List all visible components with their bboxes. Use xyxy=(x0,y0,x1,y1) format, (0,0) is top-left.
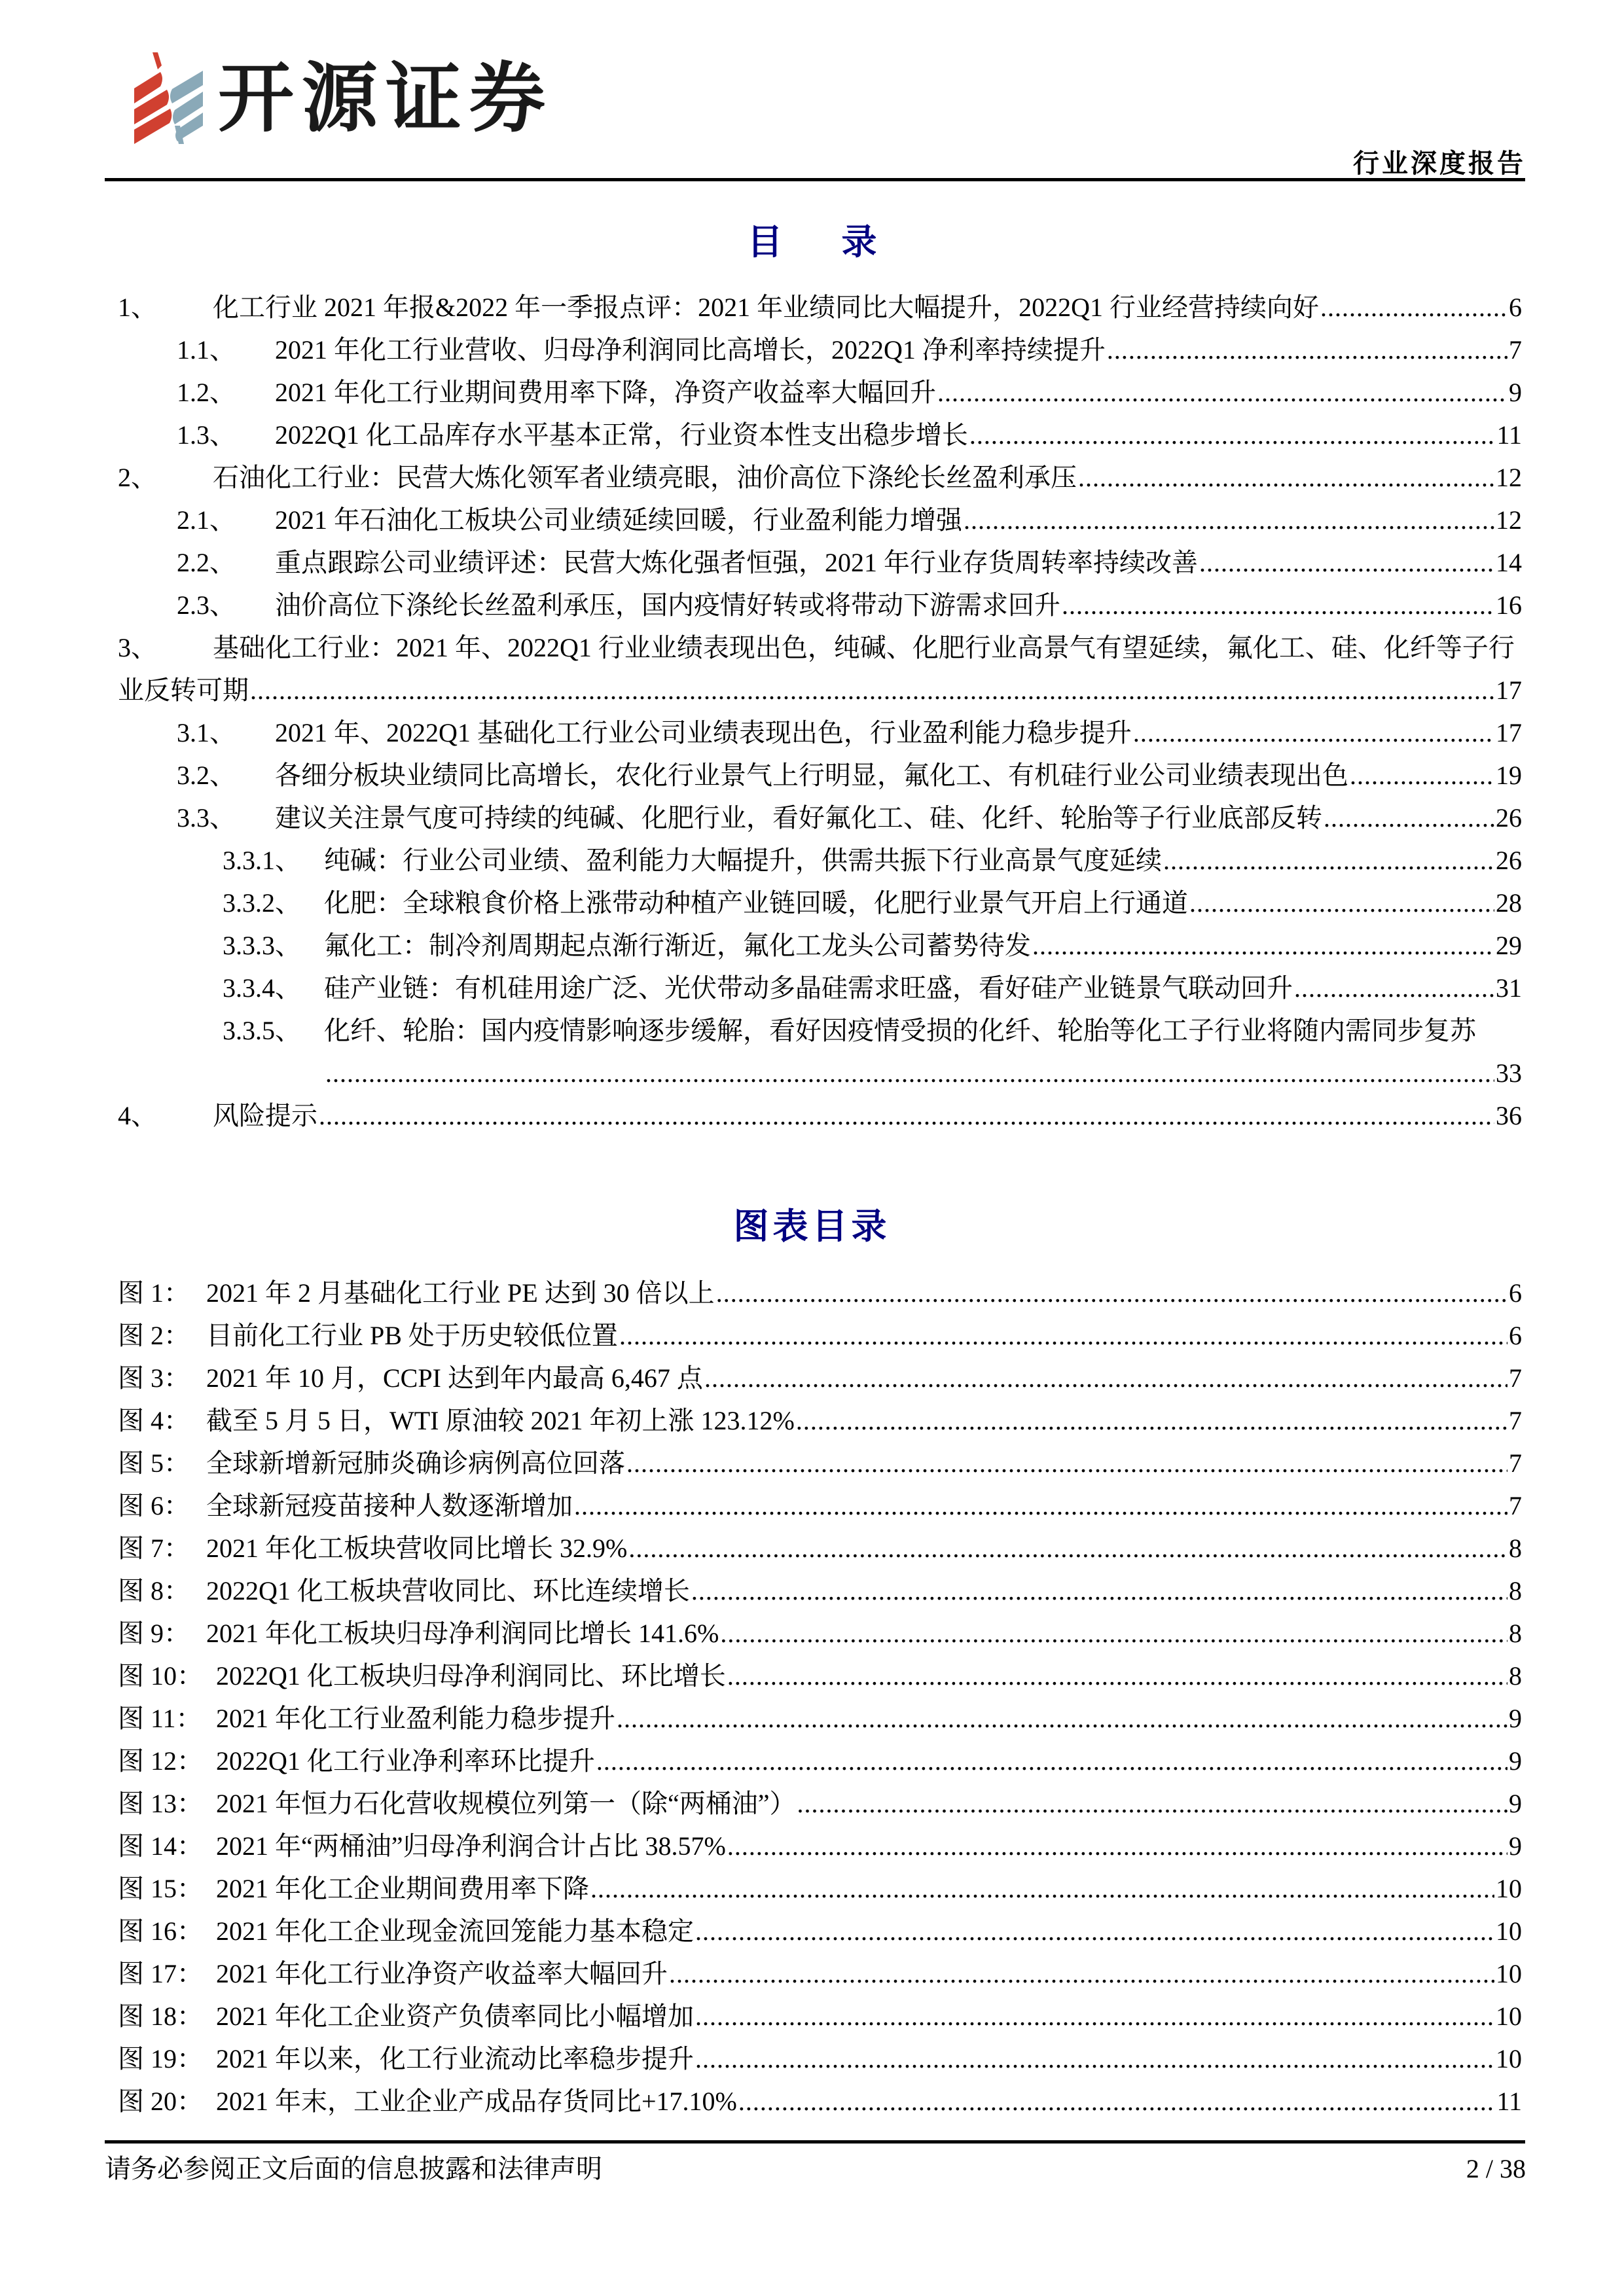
entry-number: 2、 xyxy=(118,463,157,492)
entry-page-number: 8 xyxy=(1509,1576,1522,1605)
entry-page-number: 17 xyxy=(1496,718,1522,747)
dot-leader xyxy=(695,2001,1494,2032)
dot-leader xyxy=(628,1533,1507,1564)
entry-title: 2021 年化工板块归母净利润同比增长 141.6% xyxy=(206,1619,719,1648)
logo-mark-icon xyxy=(134,52,206,144)
figure-entry[interactable] xyxy=(118,1831,1522,1862)
entry-number: 图 16： xyxy=(118,1916,203,1946)
entry-page-number: 7 xyxy=(1509,335,1522,365)
toc-entry[interactable] xyxy=(177,760,1522,791)
entry-title: 2021 年、2022Q1 基础化工行业公司业绩表现出色，行业盈利能力稳步提升 xyxy=(275,718,1132,747)
entry-page-number: 9 xyxy=(1509,1704,1522,1733)
dot-leader xyxy=(596,1746,1507,1777)
entry-number: 3.2、 xyxy=(177,761,236,790)
entry-number: 图 18： xyxy=(118,2001,203,2031)
entry-page-number: 8 xyxy=(1509,1534,1522,1563)
entry-page-number: 8 xyxy=(1509,1619,1522,1648)
toc-entry[interactable] xyxy=(177,505,1522,536)
entry-title: 2022Q1 化工行业净利率环比提升 xyxy=(216,1746,595,1776)
figure-entry[interactable] xyxy=(118,1363,1522,1394)
entry-number: 2.3、 xyxy=(177,590,236,620)
entry-page-number: 10 xyxy=(1496,1916,1522,1946)
entry-title: 2021 年化工行业期间费用率下降，净资产收益率大幅回升 xyxy=(275,378,936,407)
figure-entry[interactable] xyxy=(118,1618,1522,1649)
dot-leader xyxy=(1163,845,1494,876)
entry-page-number: 8 xyxy=(1509,1661,1522,1691)
figure-entry[interactable] xyxy=(118,1660,1522,1692)
dot-leader xyxy=(250,675,1494,706)
toc-entry[interactable] xyxy=(118,292,1522,323)
figure-entry[interactable] xyxy=(118,1746,1522,1777)
entry-number: 图 15： xyxy=(118,1874,203,1903)
entry-page-number: 9 xyxy=(1509,1746,1522,1776)
toc-entry[interactable] xyxy=(177,420,1522,451)
entry-number: 2.2、 xyxy=(177,548,236,577)
entry-title: 2021 年石油化工板块公司业绩延续回暖，行业盈利能力增强 xyxy=(275,505,962,535)
entry-number: 3.3.4、 xyxy=(223,973,301,1003)
entry-title: 2021 年化工企业现金流回笼能力基本稳定 xyxy=(216,1916,694,1946)
toc-entry[interactable] xyxy=(177,547,1522,579)
entry-title: 风险提示 xyxy=(213,1101,317,1130)
entry-number: 3、 xyxy=(118,633,157,662)
dot-leader xyxy=(1294,973,1494,1004)
toc-entry[interactable] xyxy=(177,590,1522,621)
entry-title: 各细分板块业绩同比高增长，农化行业景气上行明显，氟化工、有机硅行业公司业绩表现出色 xyxy=(275,761,1348,790)
dot-leader xyxy=(1350,760,1494,791)
toc-entry[interactable] xyxy=(223,1015,1476,1047)
dot-leader xyxy=(969,420,1496,451)
figure-entry[interactable] xyxy=(118,1788,1522,1820)
dot-leader xyxy=(574,1490,1507,1522)
entry-title: 2021 年恒力石化营收规模位列第一（除“两桶油”） xyxy=(216,1789,796,1818)
entry-title: 氟化工：制冷剂周期起点渐行渐近，氟化工龙头公司蓄势待发 xyxy=(324,931,1031,960)
entry-title: 2021 年化工企业资产负债率同比小幅增加 xyxy=(216,2001,694,2031)
entry-title: 2021 年化工行业营收、归母净利润同比高增长，2022Q1 净利率持续提升 xyxy=(275,335,1106,365)
toc-entry[interactable] xyxy=(118,632,1515,664)
entry-title: 石油化工行业：民营大炼化领军者业绩亮眼，油价高位下涤纶长丝盈利承压 xyxy=(213,463,1077,492)
entry-page-number: 11 xyxy=(1496,420,1522,450)
entry-number: 图 9： xyxy=(118,1619,190,1648)
entry-page-number: 11 xyxy=(1496,2087,1522,2116)
entry-page-number: 7 xyxy=(1509,1491,1522,1520)
entry-title: 2021 年化工行业净资产收益率大幅回升 xyxy=(216,1959,668,1988)
toc-entry[interactable] xyxy=(177,717,1522,749)
entry-title: 建议关注景气度可持续的纯碱、化肥行业，看好氟化工、硅、化纤、轮胎等子行业底部反转 xyxy=(275,803,1322,833)
figure-entry[interactable] xyxy=(118,1405,1522,1437)
entry-title: 硅产业链：有机硅用途广泛、光伏带动多晶硅需求旺盛，看好硅产业链景气联动回升 xyxy=(324,973,1293,1003)
entry-page-number: 12 xyxy=(1496,505,1522,535)
report-type-label: 行业深度报告 xyxy=(1353,149,1526,178)
dot-leader xyxy=(695,1916,1494,1947)
toc-entry[interactable] xyxy=(223,973,1522,1004)
entry-number: 1.1、 xyxy=(177,335,236,365)
entry-title: 全球新增新冠肺炎确诊病例高位回落 xyxy=(206,1448,625,1478)
toc-title: 目录 xyxy=(747,223,936,262)
figure-entry[interactable] xyxy=(118,2043,1522,2075)
figure-entry[interactable] xyxy=(118,1873,1522,1905)
entry-title: 全球新冠疫苗接种人数逐渐增加 xyxy=(206,1491,573,1520)
entry-title: 2022Q1 化工板块归母净利润同比、环比增长 xyxy=(216,1661,726,1691)
entry-number: 图 2： xyxy=(118,1321,190,1350)
dot-leader xyxy=(617,1703,1507,1734)
entry-page-number: 31 xyxy=(1496,973,1522,1003)
entry-title-continuation: 业反转可期 xyxy=(118,675,249,705)
entry-number: 图 12： xyxy=(118,1746,203,1776)
dot-leader xyxy=(619,1320,1507,1352)
figure-entry[interactable] xyxy=(118,1278,1522,1309)
entry-number: 3.3.2、 xyxy=(223,888,301,918)
toc-entry[interactable] xyxy=(223,930,1522,961)
toc-entry-continuation[interactable] xyxy=(324,1058,1522,1089)
entry-page-number: 7 xyxy=(1509,1363,1522,1393)
entry-number: 图 20： xyxy=(118,2087,203,2116)
entry-page-number: 33 xyxy=(1496,1058,1522,1088)
dot-leader xyxy=(325,1058,1494,1089)
entry-number: 3.3.3、 xyxy=(223,931,301,960)
toc-entry[interactable] xyxy=(223,888,1522,919)
dot-leader xyxy=(319,1100,1494,1132)
entry-number: 图 17： xyxy=(118,1959,203,1988)
page-indicator: 2 / 38 xyxy=(1466,2154,1526,2183)
dot-leader xyxy=(1032,930,1494,961)
entry-title: 2021 年末，工业企业产成品存货同比+17.10% xyxy=(216,2087,737,2116)
dot-leader xyxy=(1324,802,1494,834)
figure-entry[interactable] xyxy=(118,1703,1522,1734)
dot-leader xyxy=(937,377,1507,408)
toc-entry[interactable] xyxy=(118,1100,1522,1132)
entry-page-number: 9 xyxy=(1509,378,1522,407)
entry-number: 图 6： xyxy=(118,1491,190,1520)
figure-list-title: 图表目录 xyxy=(733,1207,891,1246)
dot-leader xyxy=(1078,462,1494,493)
entry-title: 2021 年 2 月基础化工行业 PE 达到 30 倍以上 xyxy=(206,1278,715,1308)
toc-entry[interactable] xyxy=(177,377,1522,408)
dot-leader xyxy=(738,2086,1496,2117)
entry-title: 基础化工行业：2021 年、2022Q1 行业业绩表现出色，纯碱、化肥行业高景气有望延续，氟化工、硅、化纤等子行 xyxy=(213,633,1515,662)
figure-entry[interactable] xyxy=(118,1916,1522,1947)
figure-entry[interactable] xyxy=(118,1958,1522,1990)
figure-entry[interactable] xyxy=(118,1448,1522,1479)
dot-leader xyxy=(1189,888,1494,919)
entry-title: 2021 年“两桶油”归母净利润合计占比 38.57% xyxy=(216,1831,726,1861)
entry-title: 纯碱：行业公司业绩、盈利能力大幅提升，供需共振下行业高景气度延续 xyxy=(324,846,1162,875)
dot-leader xyxy=(626,1448,1507,1479)
footer-divider xyxy=(105,2140,1525,2144)
company-logo xyxy=(134,52,605,144)
dot-leader xyxy=(590,1873,1494,1905)
entry-page-number: 16 xyxy=(1496,590,1522,620)
entry-number: 1.2、 xyxy=(177,378,236,407)
entry-number: 图 10： xyxy=(118,1661,203,1691)
entry-number: 图 4： xyxy=(118,1406,190,1435)
entry-page-number: 28 xyxy=(1496,888,1522,918)
entry-number: 图 3： xyxy=(118,1363,190,1393)
entry-page-number: 10 xyxy=(1496,1874,1522,1903)
dot-leader xyxy=(716,1278,1507,1309)
entry-page-number: 10 xyxy=(1496,2044,1522,2073)
entry-number: 1、 xyxy=(118,293,157,322)
entry-page-number: 12 xyxy=(1496,463,1522,492)
dot-leader xyxy=(1199,547,1494,579)
header-divider xyxy=(105,178,1525,181)
dot-leader xyxy=(1320,292,1507,323)
entry-page-number: 10 xyxy=(1496,1959,1522,1988)
entry-number: 2.1、 xyxy=(177,505,236,535)
entry-number: 图 13： xyxy=(118,1789,203,1818)
entry-page-number: 10 xyxy=(1496,2001,1522,2031)
entry-number: 图 7： xyxy=(118,1534,190,1563)
toc-entry[interactable] xyxy=(118,462,1522,493)
dot-leader xyxy=(1107,334,1507,366)
entry-page-number: 7 xyxy=(1509,1448,1522,1478)
figure-entry[interactable] xyxy=(118,1320,1522,1352)
entry-number: 图 14： xyxy=(118,1831,203,1861)
dot-leader xyxy=(727,1660,1507,1692)
dot-leader xyxy=(691,1575,1507,1607)
entry-title: 2021 年 10 月，CCPI 达到年内最高 6,467 点 xyxy=(206,1363,703,1393)
entry-title: 化肥：全球粮食价格上涨带动种植产业链回暖，化肥行业景气开启上行通道 xyxy=(324,888,1188,918)
entry-page-number: 36 xyxy=(1496,1101,1522,1130)
dot-leader xyxy=(727,1831,1507,1862)
entry-title: 2022Q1 化工板块营收同比、环比连续增长 xyxy=(206,1576,690,1605)
entry-title: 油价高位下涤纶长丝盈利承压，国内疫情好转或将带动下游需求回升 xyxy=(275,590,1060,620)
entry-title: 化工行业 2021 年报&2022 年一季报点评：2021 年业绩同比大幅提升，2022Q1 行业经营持续向好 xyxy=(213,293,1319,322)
dot-leader xyxy=(669,1958,1494,1990)
entry-page-number: 26 xyxy=(1496,803,1522,833)
toc-entry[interactable] xyxy=(177,802,1522,834)
entry-number: 3.3、 xyxy=(177,803,236,833)
figure-entry[interactable] xyxy=(118,2001,1522,2032)
dot-leader xyxy=(720,1618,1507,1649)
entry-number: 3.3.1、 xyxy=(223,846,301,875)
entry-number: 图 8： xyxy=(118,1576,190,1605)
entry-number: 图 1： xyxy=(118,1278,190,1308)
entry-title: 2021 年化工企业期间费用率下降 xyxy=(216,1874,589,1903)
entry-page-number: 9 xyxy=(1509,1831,1522,1861)
entry-page-number: 9 xyxy=(1509,1789,1522,1818)
entry-number: 3.3.5、 xyxy=(223,1016,301,1045)
figure-entry[interactable] xyxy=(118,1533,1522,1564)
entry-number: 1.3、 xyxy=(177,420,236,450)
entry-number: 图 19： xyxy=(118,2044,203,2073)
entry-title: 2021 年化工行业盈利能力稳步提升 xyxy=(216,1704,615,1733)
entry-page-number: 7 xyxy=(1509,1406,1522,1435)
toc-entry[interactable] xyxy=(223,845,1522,876)
dot-leader xyxy=(797,1788,1507,1820)
entry-title: 化纤、轮胎：国内疫情影响逐步缓解，看好因疫情受损的化纤、轮胎等化工子行业将随内需同步复苏 xyxy=(324,1016,1476,1045)
entry-page-number: 6 xyxy=(1509,1278,1522,1308)
entry-title: 2022Q1 化工品库存水平基本正常，行业资本性支出稳步增长 xyxy=(275,420,968,450)
figure-entry[interactable] xyxy=(118,2086,1522,2117)
entry-number: 图 11： xyxy=(118,1704,202,1733)
entry-page-number: 6 xyxy=(1509,1321,1522,1350)
entry-page-number: 19 xyxy=(1496,761,1522,790)
dot-leader xyxy=(695,2043,1494,2075)
footer-disclaimer: 请务必参阅正文后面的信息披露和法律声明 xyxy=(105,2154,602,2183)
dot-leader xyxy=(1062,590,1494,621)
entry-number: 3.1、 xyxy=(177,718,236,747)
entry-title: 截至 5 月 5 日，WTI 原油较 2021 年初上涨 123.12% xyxy=(206,1406,795,1435)
entry-number: 图 5： xyxy=(118,1448,190,1478)
toc-entry-continuation[interactable] xyxy=(118,675,1522,706)
entry-title: 重点跟踪公司业绩评述：民营大炼化强者恒强，2021 年行业存货周转率持续改善 xyxy=(275,548,1198,577)
toc-entry[interactable] xyxy=(177,334,1522,366)
dot-leader xyxy=(704,1363,1507,1394)
entry-page-number: 26 xyxy=(1496,846,1522,875)
entry-page-number: 6 xyxy=(1509,293,1522,322)
entry-title: 2021 年化工板块营收同比增长 32.9% xyxy=(206,1534,628,1563)
entry-title: 目前化工行业 PB 处于历史较低位置 xyxy=(206,1321,618,1350)
dot-leader xyxy=(796,1405,1507,1437)
entry-page-number: 14 xyxy=(1496,548,1522,577)
entry-number: 4、 xyxy=(118,1101,157,1130)
dot-leader xyxy=(1133,717,1494,749)
dot-leader xyxy=(964,505,1494,536)
entry-page-number: 17 xyxy=(1496,675,1522,705)
figure-entry[interactable] xyxy=(118,1575,1522,1607)
entry-title: 2021 年以来，化工行业流动比率稳步提升 xyxy=(216,2044,694,2073)
logo-text: 开源证券 xyxy=(218,54,553,143)
entry-page-number: 29 xyxy=(1496,931,1522,960)
figure-entry[interactable] xyxy=(118,1490,1522,1522)
